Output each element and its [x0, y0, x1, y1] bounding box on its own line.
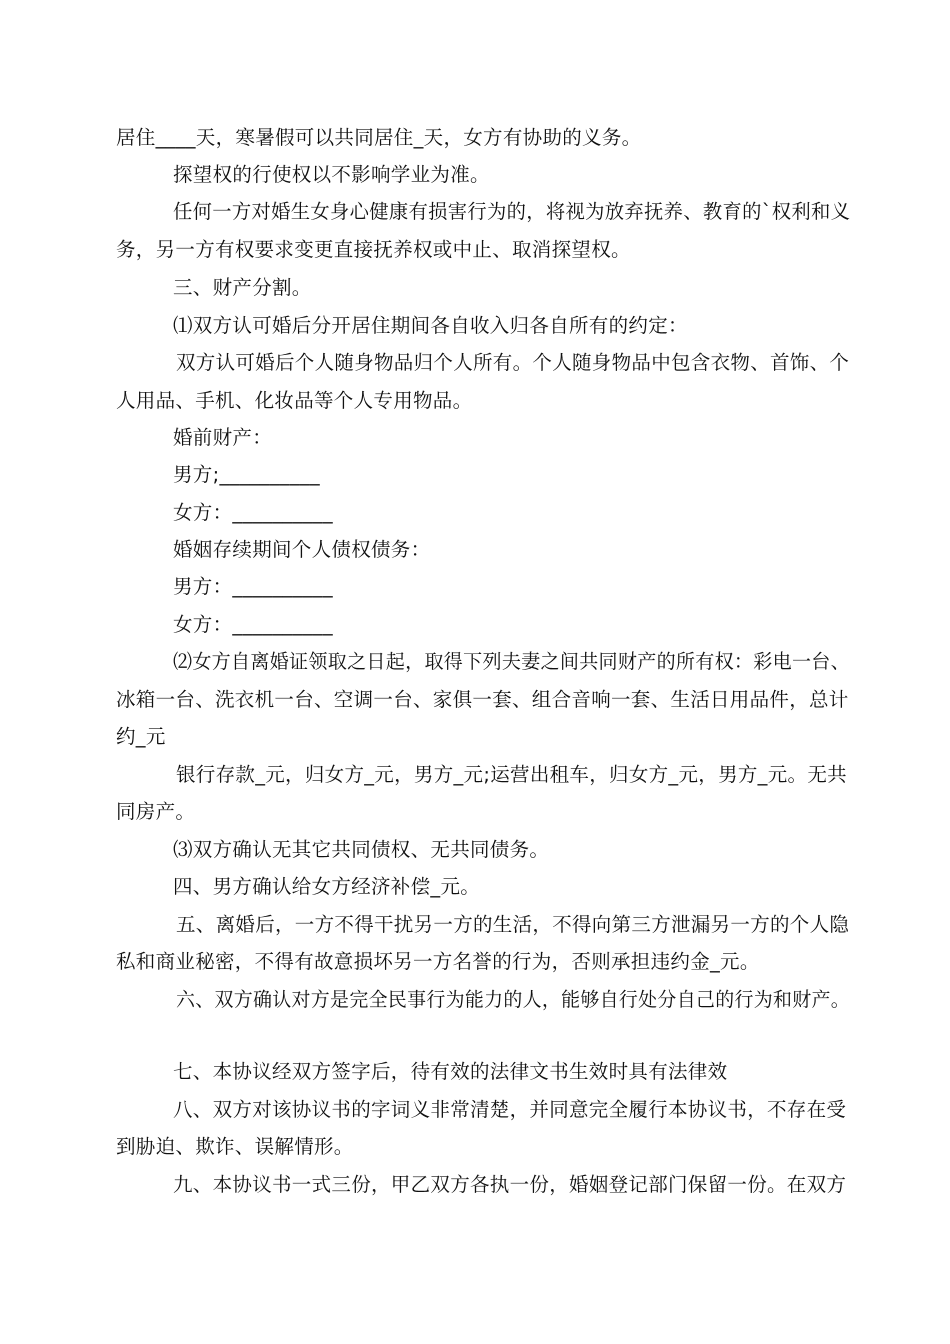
paragraph-line: 婚前财产： — [173, 426, 273, 449]
section-heading: 三、财产分割。 — [173, 276, 312, 299]
paragraph-line: 冰箱一台、洗衣机一台、空调一台、家俱一套、组合音响一套、生活日用品件，总计 — [116, 688, 849, 711]
paragraph-line: ⑶双方确认无其它共同债权、无共同债务。 — [173, 838, 550, 861]
paragraph-line: 同房产。 — [116, 800, 196, 823]
paragraph-line: 双方认可婚后个人随身物品归个人所有。个人随身物品中包含衣物、首饰、个 — [176, 351, 850, 374]
paragraph-line: 约_元 — [116, 725, 166, 748]
paragraph-line: ⑵女方自离婚证领取之日起，取得下列夫妻之间共同财产的所有权：彩电一台、 — [173, 650, 851, 673]
paragraph-line: 人用品、手机、化妆品等个人专用物品。 — [116, 389, 473, 412]
paragraph-line: 居住____天，寒暑假可以共同居住_天，女方有协助的义务。 — [116, 126, 642, 149]
paragraph-line: 五、离婚后，一方不得干扰另一方的生活，不得向第三方泄漏另一方的个人隐 — [176, 913, 850, 936]
paragraph-line: 八、双方对该协议书的字词义非常清楚，并同意完全履行本协议书，不存在受 — [173, 1098, 847, 1121]
paragraph-line: 任何一方对婚生女身心健康有损害行为的，将视为放弃抚养、教育的`权利和义 — [173, 200, 851, 223]
paragraph-line: 银行存款_元，归女方_元，男方_元;运营出租车，归女方_元，男方_元。无共 — [176, 763, 847, 786]
paragraph-line: 务，另一方有权要求变更直接抚养权或中止、取消探望权。 — [116, 238, 631, 261]
paragraph-line: 探望权的行使权以不影响学业为准。 — [173, 163, 490, 186]
paragraph-line: 私和商业秘密，不得有故意损坏另一方名誉的行为，否则承担违约金_元。 — [116, 950, 760, 973]
blank-field-line: 女方：__________ — [173, 501, 333, 524]
paragraph-line: ⑴双方认可婚后分开居住期间各自收入归各自所有的约定： — [173, 314, 688, 337]
paragraph-line: 六、双方确认对方是完全民事行为能力的人，能够自行处分自己的行为和财产。 — [176, 988, 851, 1011]
paragraph-line: 七、本协议经双方签字后，待有效的法律文书生效时具有法律效 — [173, 1060, 728, 1083]
blank-field-line: 女方：__________ — [173, 613, 333, 636]
paragraph-line: 婚姻存续期间个人债权债务： — [173, 538, 431, 561]
blank-field-line: 男方：__________ — [173, 575, 333, 598]
section-heading: 四、男方确认给女方经济补偿_元。 — [173, 875, 481, 898]
paragraph-line: 到胁迫、欺诈、误解情形。 — [116, 1135, 354, 1158]
paragraph-line: 九、本协议书一式三份，甲乙双方各执一份，婚姻登记部门保留一份。在双方 — [173, 1173, 847, 1196]
blank-field-line: 男方;__________ — [173, 463, 320, 486]
